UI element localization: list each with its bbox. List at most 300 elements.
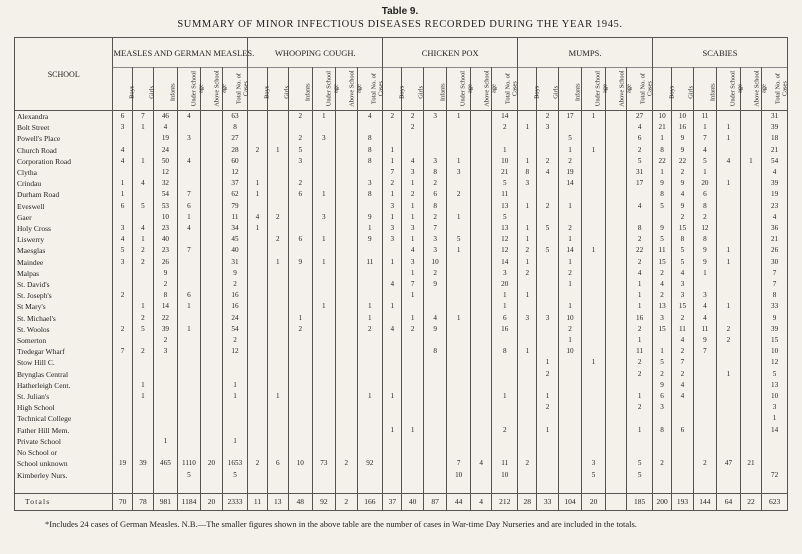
- table-cell: [605, 201, 626, 212]
- table-cell: [402, 458, 423, 469]
- table-cell: 1: [132, 380, 153, 391]
- table-cell: [537, 133, 558, 144]
- table-cell: 40: [402, 493, 423, 510]
- table-cell: [537, 178, 558, 189]
- table-row: [15, 145, 788, 156]
- spacer-cell: [582, 481, 606, 494]
- table-cell: 13: [492, 201, 518, 212]
- table-cell: [605, 436, 626, 447]
- table-cell: [582, 178, 606, 189]
- table-cell: [267, 436, 288, 447]
- table-cell: [627, 189, 653, 200]
- table-cell: [312, 402, 336, 413]
- table-cell: [336, 245, 357, 256]
- table-cell: 70: [113, 493, 132, 510]
- table-cell: [154, 369, 178, 380]
- table-cell: [672, 447, 693, 458]
- table-cell: 1: [113, 189, 132, 200]
- table-cell: [717, 425, 741, 436]
- table-cell: [740, 257, 761, 268]
- table-cell: 13: [492, 223, 518, 234]
- table-cell: [402, 402, 423, 413]
- table-cell: 2: [627, 369, 653, 380]
- table-cell: 1: [447, 156, 471, 167]
- table-cell: [289, 380, 313, 391]
- table-cell: 1: [627, 279, 653, 290]
- table-cell: 7: [762, 268, 788, 279]
- table-cell: 3: [402, 257, 423, 268]
- table-cell: [177, 413, 201, 424]
- table-cell: [605, 425, 626, 436]
- table-cell: 13: [762, 380, 788, 391]
- table-cell: 1: [289, 313, 313, 324]
- table-cell: [113, 279, 132, 290]
- table-cell: 2: [113, 324, 132, 335]
- table-cell: [289, 413, 313, 424]
- table-cell: [312, 335, 336, 346]
- table-cell: 4: [672, 335, 693, 346]
- table-cell: 60: [222, 156, 248, 167]
- table-cell: [336, 324, 357, 335]
- table-cell: 1: [402, 212, 423, 223]
- table-cell: 16: [492, 324, 518, 335]
- table-cell: 4: [402, 156, 423, 167]
- table-cell: [201, 178, 222, 189]
- table-cell: 5: [558, 133, 582, 144]
- table-cell: 1: [518, 201, 537, 212]
- column-subheader: [518, 68, 541, 111]
- table-cell: 1: [518, 234, 537, 245]
- spacer-cell: [113, 481, 132, 494]
- table-cell: [312, 268, 336, 279]
- table-cell: [177, 167, 201, 178]
- table-cell: 8: [357, 156, 383, 167]
- table-cell: [289, 122, 313, 133]
- table-cell: 2: [447, 189, 471, 200]
- table-cell: [605, 245, 626, 256]
- table-cell: [558, 380, 582, 391]
- table-cell: [558, 391, 582, 402]
- table-cell: 26: [762, 245, 788, 256]
- table-cell: [177, 313, 201, 324]
- table-cell: [537, 436, 558, 447]
- table-cell: [605, 122, 626, 133]
- table-cell: [470, 111, 491, 123]
- table-cell: 193: [672, 493, 693, 510]
- table-cell: [201, 279, 222, 290]
- table-cell: [423, 369, 447, 380]
- table-cell: [423, 402, 447, 413]
- table-cell: 15: [652, 257, 671, 268]
- table-cell: 14: [558, 178, 582, 189]
- school-name: St Mary's: [15, 301, 113, 312]
- table-cell: [357, 413, 383, 424]
- table-cell: [312, 391, 336, 402]
- table-cell: [447, 223, 471, 234]
- table-cell: 4: [113, 156, 132, 167]
- table-cell: 8: [693, 201, 717, 212]
- table-cell: [177, 145, 201, 156]
- table-cell: 12: [154, 167, 178, 178]
- table-cell: [537, 234, 558, 245]
- table-cell: 1: [492, 391, 518, 402]
- table-cell: 1: [492, 301, 518, 312]
- table-cell: [582, 436, 606, 447]
- table-cell: 3: [402, 167, 423, 178]
- table-cell: [582, 346, 606, 357]
- table-cell: 20: [492, 279, 518, 290]
- table-row: [15, 133, 788, 144]
- school-name: Stow Hill C.: [15, 357, 113, 368]
- table-cell: 1: [248, 189, 267, 200]
- table-cell: [113, 380, 132, 391]
- spacer-cell: [289, 481, 313, 494]
- table-cell: 8: [652, 425, 671, 436]
- spacer-cell: [762, 481, 788, 494]
- table-cell: [177, 257, 201, 268]
- table-cell: [132, 369, 153, 380]
- table-cell: [447, 279, 471, 290]
- table-cell: [740, 335, 761, 346]
- table-cell: 1: [582, 145, 606, 156]
- table-cell: [423, 425, 447, 436]
- table-cell: [132, 335, 153, 346]
- table-cell: [447, 436, 471, 447]
- table-cell: 1: [518, 223, 537, 234]
- table-cell: [336, 290, 357, 301]
- table-cell: [537, 458, 558, 469]
- table-cell: 5: [627, 470, 653, 481]
- table-cell: [132, 402, 153, 413]
- table-cell: [289, 425, 313, 436]
- table-cell: 3: [423, 156, 447, 167]
- table-cell: [312, 178, 336, 189]
- table-cell: 3: [672, 279, 693, 290]
- table-cell: [518, 402, 537, 413]
- column-subheader-label: Total No. of Cases: [504, 73, 519, 105]
- table-cell: 2: [154, 279, 178, 290]
- spacer-cell: [423, 481, 447, 494]
- table-cell: [470, 402, 491, 413]
- table-cell: 1: [402, 290, 423, 301]
- table-cell: 6: [492, 313, 518, 324]
- table-cell: [447, 324, 471, 335]
- table-cell: 2: [652, 268, 671, 279]
- table-cell: 3: [762, 402, 788, 413]
- column-subheader-label: Total No. of Cases: [369, 73, 384, 105]
- table-cell: [470, 313, 491, 324]
- table-cell: [177, 279, 201, 290]
- table-cell: [740, 167, 761, 178]
- table-cell: [383, 380, 402, 391]
- table-cell: [605, 156, 626, 167]
- table-cell: [740, 447, 761, 458]
- table-cell: [267, 425, 288, 436]
- table-cell: [492, 436, 518, 447]
- table-cell: 2: [672, 346, 693, 357]
- table-cell: 37: [383, 493, 402, 510]
- table-cell: 3: [423, 234, 447, 245]
- table-cell: [267, 223, 288, 234]
- school-name: Malpas: [15, 268, 113, 279]
- table-cell: [201, 268, 222, 279]
- table-cell: 2: [693, 458, 717, 469]
- table-cell: 9: [693, 245, 717, 256]
- table-cell: 36: [762, 223, 788, 234]
- table-cell: [248, 234, 267, 245]
- spacer-cell: [336, 481, 357, 494]
- table-cell: 1: [383, 257, 402, 268]
- table-cell: 1: [132, 301, 153, 312]
- table-cell: 1: [357, 313, 383, 324]
- table-cell: [267, 178, 288, 189]
- school-name: Eveswell: [15, 201, 113, 212]
- table-cell: [537, 189, 558, 200]
- table-cell: 4: [177, 223, 201, 234]
- table-cell: [537, 279, 558, 290]
- table-cell: [717, 189, 741, 200]
- table-cell: 7: [113, 346, 132, 357]
- table-cell: [537, 301, 558, 312]
- table-cell: [672, 413, 693, 424]
- table-cell: 78: [132, 493, 153, 510]
- table-cell: [267, 402, 288, 413]
- table-cell: 1: [357, 301, 383, 312]
- table-cell: 9: [693, 257, 717, 268]
- table-cell: 2: [652, 458, 671, 469]
- table-cell: 3: [518, 178, 537, 189]
- column-subheader-label: Boys: [398, 85, 406, 99]
- table-cell: [177, 357, 201, 368]
- table-cell: [201, 223, 222, 234]
- table-row: [15, 178, 788, 189]
- table-cell: [177, 425, 201, 436]
- table-cell: [762, 458, 788, 469]
- table-cell: [582, 189, 606, 200]
- table-cell: 39: [762, 178, 788, 189]
- table-cell: [312, 201, 336, 212]
- table-cell: [740, 245, 761, 256]
- table-cell: 4: [113, 145, 132, 156]
- table-cell: 11: [492, 458, 518, 469]
- table-cell: [222, 413, 248, 424]
- column-subheader-label: Girls: [283, 85, 291, 99]
- table-cell: 144: [693, 493, 717, 510]
- table-cell: 2: [336, 493, 357, 510]
- table-cell: 1: [558, 234, 582, 245]
- table-cell: [717, 391, 741, 402]
- table-row: [15, 234, 788, 245]
- table-cell: 1: [267, 391, 288, 402]
- table-cell: 48: [289, 493, 313, 510]
- table-cell: 1: [312, 111, 336, 123]
- table-cell: [177, 122, 201, 133]
- table-cell: [447, 201, 471, 212]
- table-cell: [312, 413, 336, 424]
- table-cell: [627, 413, 653, 424]
- table-cell: [248, 167, 267, 178]
- school-name: St. Joseph's: [15, 290, 113, 301]
- table-cell: 1: [717, 122, 741, 133]
- table-cell: 15: [672, 223, 693, 234]
- table-cell: 9: [672, 145, 693, 156]
- table-cell: [558, 290, 582, 301]
- table-cell: [470, 178, 491, 189]
- table-cell: 104: [558, 493, 582, 510]
- table-cell: [267, 268, 288, 279]
- table-cell: 166: [357, 493, 383, 510]
- table-cell: 1: [693, 167, 717, 178]
- spacer-cell: [267, 481, 288, 494]
- table-cell: [336, 223, 357, 234]
- spacer-cell: [154, 481, 178, 494]
- table-cell: 11: [693, 324, 717, 335]
- table-cell: 8: [154, 290, 178, 301]
- table-cell: [518, 357, 537, 368]
- spacer-cell: [518, 481, 537, 494]
- table-cell: 54: [154, 189, 178, 200]
- table-cell: [470, 223, 491, 234]
- school-name: Church Road: [15, 145, 113, 156]
- school-column-header: SCHOOL: [15, 38, 113, 111]
- table-cell: 1: [357, 223, 383, 234]
- table-cell: 1: [558, 201, 582, 212]
- table-cell: [605, 234, 626, 245]
- school-name: Somerton: [15, 335, 113, 346]
- table-cell: 2: [672, 167, 693, 178]
- table-cell: [336, 301, 357, 312]
- table-cell: [248, 245, 267, 256]
- table-cell: [201, 425, 222, 436]
- table-cell: [605, 290, 626, 301]
- table-cell: 12: [492, 245, 518, 256]
- table-cell: [312, 245, 336, 256]
- table-cell: 3: [518, 313, 537, 324]
- column-subheader: [248, 68, 272, 111]
- spacer-cell: [383, 481, 402, 494]
- table-cell: 1: [132, 391, 153, 402]
- table-cell: 20: [201, 458, 222, 469]
- table-cell: 4: [423, 313, 447, 324]
- table-cell: 3: [113, 223, 132, 234]
- table-cell: [402, 413, 423, 424]
- column-subheader: [312, 68, 339, 111]
- table-cell: [248, 357, 267, 368]
- subheader-row: [15, 68, 788, 111]
- table-cell: [582, 212, 606, 223]
- table-cell: [289, 391, 313, 402]
- table-cell: 4: [537, 167, 558, 178]
- table-cell: 13: [267, 493, 288, 510]
- table-cell: 3: [652, 313, 671, 324]
- table-cell: 2: [627, 234, 653, 245]
- table-cell: 5: [582, 470, 606, 481]
- table-row: [15, 313, 788, 324]
- table-cell: [740, 223, 761, 234]
- table-cell: 2: [222, 279, 248, 290]
- table-cell: [113, 313, 132, 324]
- table-cell: [132, 212, 153, 223]
- table-cell: 1: [518, 290, 537, 301]
- table-cell: [518, 470, 537, 481]
- table-cell: 26: [154, 257, 178, 268]
- table-cell: 12: [222, 346, 248, 357]
- table-cell: [717, 145, 741, 156]
- table-cell: [132, 268, 153, 279]
- table-cell: 40: [154, 234, 178, 245]
- table-cell: [537, 413, 558, 424]
- table-cell: [201, 436, 222, 447]
- table-cell: [693, 369, 717, 380]
- table-cell: [717, 413, 741, 424]
- table-cell: [605, 324, 626, 335]
- table-cell: [154, 470, 178, 481]
- table-cell: [248, 201, 267, 212]
- table-cell: 3: [492, 268, 518, 279]
- table-cell: 1: [740, 156, 761, 167]
- table-cell: 12: [762, 357, 788, 368]
- table-cell: [740, 111, 761, 123]
- table-cell: [423, 290, 447, 301]
- table-cell: [518, 391, 537, 402]
- column-subheader-label: Under School age: [459, 71, 474, 107]
- table-cell: 10: [762, 391, 788, 402]
- table-cell: [248, 369, 267, 380]
- table-cell: [336, 391, 357, 402]
- table-cell: [201, 470, 222, 481]
- spacer-cell: [627, 481, 653, 494]
- table-cell: [357, 402, 383, 413]
- table-cell: 14: [154, 301, 178, 312]
- table-cell: 1: [312, 301, 336, 312]
- table-cell: 1: [492, 145, 518, 156]
- table-cell: [336, 268, 357, 279]
- table-cell: 5: [537, 223, 558, 234]
- group-header: MUMPS.: [518, 38, 653, 68]
- table-cell: 4: [672, 380, 693, 391]
- table-cell: [423, 458, 447, 469]
- group-header: MEASLES AND GERMAN MEASLES.: [113, 38, 248, 68]
- spacer-cell: [222, 481, 248, 494]
- column-subheader-label: Infants: [169, 83, 177, 102]
- table-cell: [423, 357, 447, 368]
- table-cell: [447, 357, 471, 368]
- table-cell: [672, 470, 693, 481]
- table-cell: [470, 380, 491, 391]
- school-name: Powell's Place: [15, 133, 113, 144]
- table-cell: [402, 380, 423, 391]
- table-cell: [201, 313, 222, 324]
- table-cell: 31: [627, 167, 653, 178]
- table-cell: 46: [154, 111, 178, 123]
- table-row: [15, 290, 788, 301]
- table-cell: 3: [383, 223, 402, 234]
- table-row: [15, 201, 788, 212]
- table-cell: 3: [113, 122, 132, 133]
- table-cell: [693, 470, 717, 481]
- table-cell: 8: [357, 145, 383, 156]
- table-cell: 11: [222, 212, 248, 223]
- school-name: Crindau: [15, 178, 113, 189]
- table-cell: [605, 268, 626, 279]
- table-cell: [717, 436, 741, 447]
- table-cell: [289, 402, 313, 413]
- table-cell: 4: [652, 279, 671, 290]
- table-cell: 8: [357, 133, 383, 144]
- table-cell: 2: [402, 111, 423, 123]
- table-cell: 53: [154, 201, 178, 212]
- table-cell: [132, 436, 153, 447]
